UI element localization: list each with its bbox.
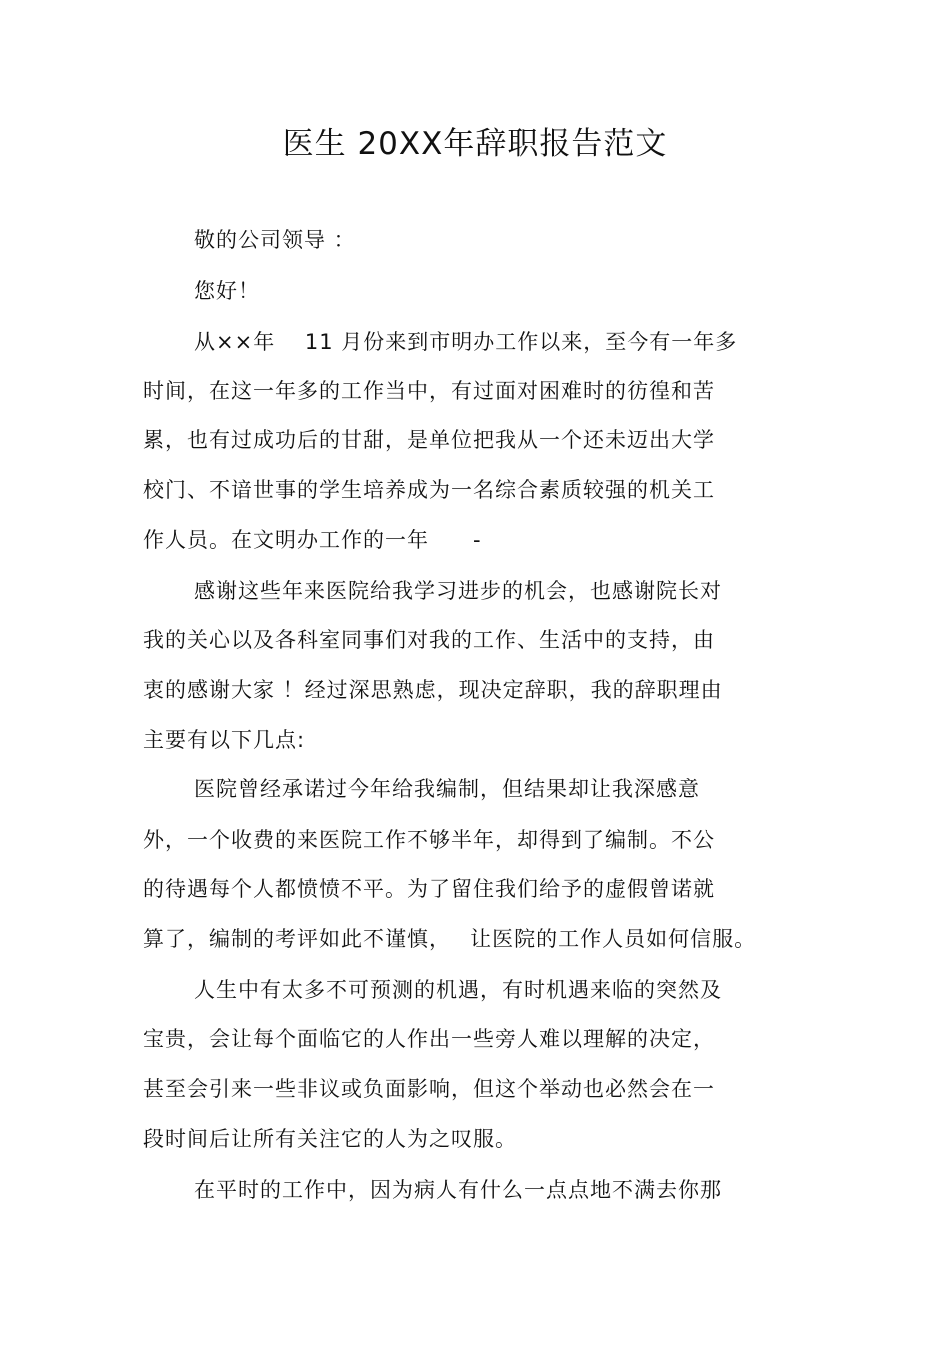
paragraph-line: 主要有以下几点: xyxy=(143,728,306,752)
paragraph-line: 作人员。在文明办工作的一年 - xyxy=(143,528,482,552)
salutation: 敬的公司领导 ： xyxy=(194,228,356,252)
paragraph-line: 甚至会引来一些非议或负面影响，但这个举动也必然会在一 xyxy=(143,1077,715,1101)
greeting: 您好！ xyxy=(194,279,260,303)
paragraph-line: 段时间后让所有关注它的人为之叹服。 xyxy=(143,1127,517,1151)
document-title: 医生 20XX年辞职报告范文 xyxy=(282,126,668,162)
paragraph-line: 时间，在这一年多的工作当中，有过面对困难时的彷徨和苦 xyxy=(143,379,715,403)
paragraph-line: 宝贵，会让每个面临它的人作出一些旁人难以理解的决定， xyxy=(143,1027,715,1051)
paragraph-line: 医院曾经承诺过今年给我编制，但结果却让我深感意 xyxy=(194,777,700,801)
paragraph-line: 外，一个收费的来医院工作不够半年，却得到了编制。不公 xyxy=(143,828,715,852)
paragraph-line: 感谢这些年来医院给我学习进步的机会，也感谢院长对 xyxy=(194,579,722,603)
paragraph-line: 算了，编制的考评如此不谨慎， 让医院的工作人员如何信服。 xyxy=(143,927,757,951)
paragraph-line: 我的关心以及各科室同事们对我的工作、生活中的支持，由 xyxy=(143,628,715,652)
paragraph-line: 校门、不谙世事的学生培养成为一名综合素质较强的机关工 xyxy=(143,478,715,502)
paragraph-line: 人生中有太多不可预测的机遇，有时机遇来临的突然及 xyxy=(194,978,722,1002)
paragraph-line: 的待遇每个人都愤愤不平。为了留住我们给予的虚假曾诺就 xyxy=(143,877,715,901)
paragraph-line: 在平时的工作中，因为病人有什么一点点地不满去你那 xyxy=(194,1178,722,1202)
paragraph-line: 从××年 11 月份来到市明办工作以来，至今有一年多 xyxy=(194,330,738,354)
paragraph-line: 衷的感谢大家 ！经过深思熟虑，现决定辞职，我的辞职理由 xyxy=(143,678,723,702)
paragraph-line: 累，也有过成功后的甘甜，是单位把我从一个还未迈出大学 xyxy=(143,428,715,452)
